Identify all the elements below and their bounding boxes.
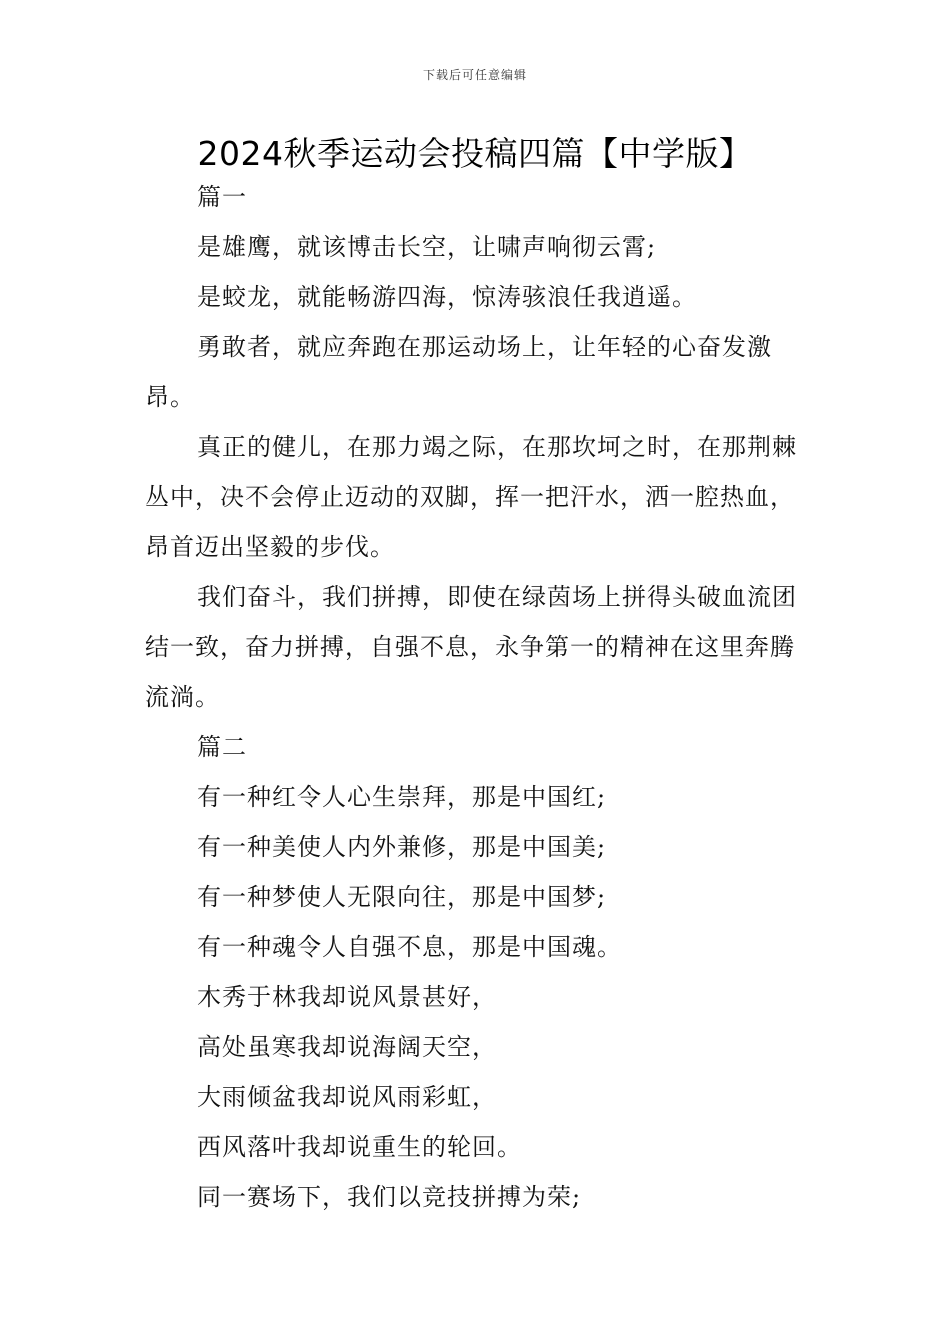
paragraph: 木秀于林我却说风景甚好，	[197, 983, 497, 1011]
paragraph: 有一种红令人心生崇拜，那是中国红;	[197, 783, 607, 811]
paragraph: 西风落叶我却说重生的轮回。	[197, 1133, 522, 1161]
paragraph: 有一种美使人内外兼修，那是中国美;	[197, 833, 607, 861]
paragraph: 大雨倾盆我却说风雨彩虹，	[197, 1083, 497, 1111]
paragraph: 是雄鹰，就该博击长空，让啸声响彻云霄;	[197, 233, 657, 261]
paragraph: 有一种梦使人无限向往，那是中国梦;	[197, 883, 607, 911]
paragraph: 真正的健儿，在那力竭之际，在那坎坷之时，在那荆棘丛中，决不会停止迈动的双脚，挥一把汗水，洒一腔热血，昂首迈出坚毅的步伐。	[145, 433, 797, 561]
paragraph: 是蛟龙，就能畅游四海，惊涛骇浪任我逍遥。	[197, 283, 697, 311]
document-body	[145, 172, 807, 1222]
paragraph: 勇敢者，就应奔跑在那运动场上，让年轻的心奋发激昂。	[145, 333, 772, 411]
section-heading-2: 篇二	[197, 733, 247, 761]
section-heading-1: 篇一	[197, 183, 247, 211]
paragraph: 同一赛场下，我们以竞技拼搏为荣;	[197, 1183, 582, 1211]
paragraph: 我们奋斗，我们拼搏，即使在绿茵场上拼得头破血流团结一致，奋力拼搏，自强不息，永争第一的精神在这里奔腾流淌。	[145, 583, 797, 711]
paragraph: 有一种魂令人自强不息，那是中国魂。	[197, 933, 622, 961]
paragraph: 高处虽寒我却说海阔天空，	[197, 1033, 497, 1061]
document-title: 2024秋季运动会投稿四篇【中学版】	[197, 134, 753, 173]
header-note: 下载后可任意编辑	[422, 68, 527, 82]
